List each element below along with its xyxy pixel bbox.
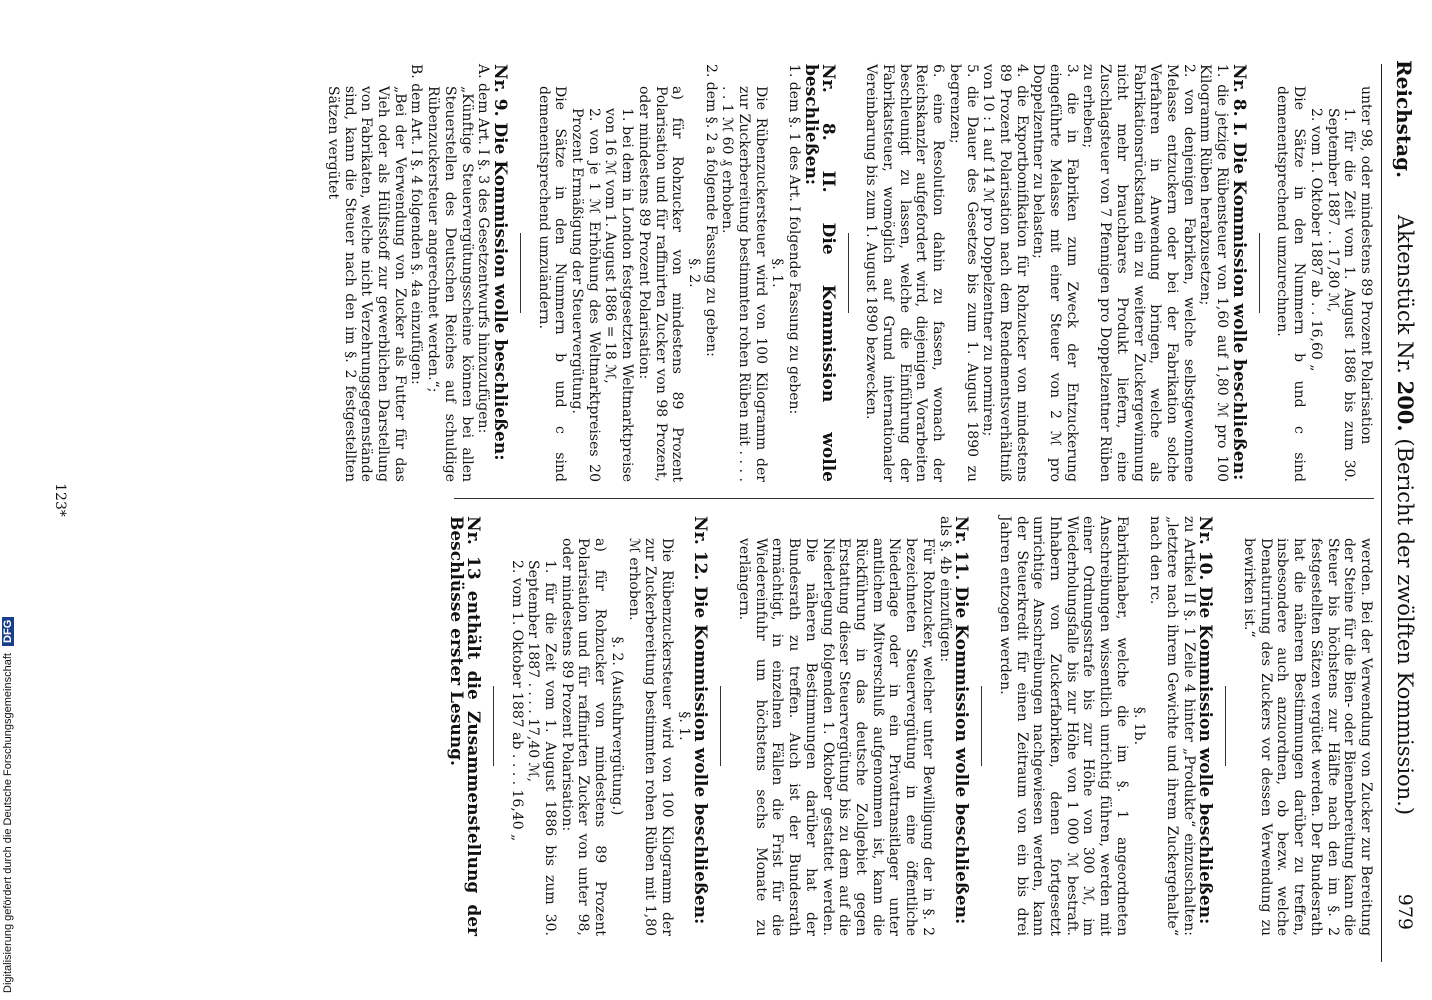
section-divider: [493, 686, 494, 766]
header-title-b: (Bericht der zwölften Kommission.): [1393, 438, 1417, 816]
nr8b-para1-title: §. 1.: [769, 258, 786, 288]
header-title: [1393, 60, 1418, 970]
nr8b-item2: 2. dem §. 2 a folgende Fassung zu geben:: [702, 64, 719, 357]
page-header: [1390, 60, 1420, 970]
nr8b-item1: 1. dem §. 1 des Art. I folgende Fassung zu geben:: [786, 64, 803, 415]
nr12-para1-text: Die Rübenzuckersteuer wird von 100 Kilogramm der zur Zuckerbereitung bestimmten rohen Rüben mit 1,80 ℳ erhoben.: [625, 538, 675, 936]
digitization-note-text: [2, 617, 14, 993]
nr9-item-b: B. dem Art. I §. 4 folgenden §. 4a einzufügen:: [408, 64, 425, 385]
nr12-para2-2: 2. vom 1. Oktober 1887 ab . . . . 16,40 „: [508, 560, 525, 842]
nr9-heading: Nr. 9. Die Kommission wolle beschließen:: [489, 64, 510, 461]
nr12-para1-title: §. 1.: [675, 711, 692, 741]
page-signature: 123*: [52, 483, 68, 517]
header-title-a: Aktenstück Nr.: [1393, 214, 1417, 374]
nr11-text: Für Rohzucker, welcher unter Bewilligung der in §. 2 bezeichneten Steuervergütung in eine öffentliche Niederlage oder in ein Privattransitlager unter amtlichem Mitverschluß aufgenommen ist, kann die Rückführung in das deutsche Zollgebiet gegen Erstattung dieser Steuervergütung bis zu dem auf die Niederlegung folgenden 1. Oktober gestattet werden. Die näheren Bestimmungen darüber hat der Bundesrath zu treffen. Auch ist der Bundesrath ermächtigt, in einzelnen Fällen die Frist für die Wiedereinfuhr um höchstens sechs Monate zu verlängern.: [736, 538, 936, 936]
section-divider: [1259, 233, 1260, 313]
nr8-item: 3. die in Fabriken zum Zweck der Entzuckerung eingeführte Melasse mit einer Steuer von 2 ℳ pro Doppelzentner zu belasten;: [1030, 64, 1080, 482]
section-divider: [720, 686, 721, 766]
section-divider: [848, 233, 849, 313]
dfg-logo: DFG: [2, 617, 14, 646]
nr8b-para2-title: §. 2.: [685, 258, 702, 288]
left-intro-line: unter 98, oder mindestens 89 Prozent Polarisation: [1358, 86, 1374, 445]
header-left: Reichstag.: [1392, 60, 1416, 179]
nr8-item: 2. von denjenigen Fabriken, welche selbstgewonnene Melasse entzuckern oder bei der Fabrikation solche Verfahren in Anwendung bringen, welche als Fabrikationsrückstand ein zu weiterer Zuckergewinnung nicht mehr brauchbares Produkt liefern, eine Zuschlagsteuer von 7 Pfennigen pro Doppelzentner Rüben zu erheben;: [1080, 64, 1197, 482]
nr12-para2-a: a) für Rohzucker von mindestens 89 Prozent Polarisation und für raffinirten Zucker von unter 98, oder mindestens 89 Prozent Polarisation:: [558, 538, 609, 936]
nr8-item: 4. die Exportbonifikation für Rohzucker von mindestens 89 Prozent Polarisation nach dem Rendementsverhältniß von 10 : 1 auf 14 ℳ pro Doppelzentner zu normiren;: [980, 64, 1030, 482]
section-divider: [1225, 686, 1226, 766]
nr8-item: 5. die Dauer des Gesetzes bis zum 1. August 1890 zu begrenzen;: [946, 64, 980, 482]
nr10-text2: Fabrikinhaber, welche die im §. 1 angeordneten Anschreibungen wissentlich unrichtig führen, werden mit einer Ordnungsstrafe bis zur Höhe von 300 ℳ, im Wiederholungsfalle bis zur Höhe von 1 000 ℳ bestraft. Inhabern von Zuckerfabriken, denen fortgesetzt unrichtige Anschreibungen nachgewiesen werden, kann der Steuerkredit für einen Zeitraum von ein bis drei Jahren entzogen werden.: [996, 516, 1130, 936]
nr13-text: Nr. 13 enthält die Zusammenstellung der Beschlüsse erster Lesung.: [446, 516, 483, 936]
nr8b-heading: Nr. 8. II. Die Kommission wolle beschließen:: [800, 64, 838, 482]
digitization-note: [2, 608, 16, 993]
nr8b-para2-1: 1. bei dem in London festgesetzten Weltmarktpreise von 16 ℳ vom 1. August 1886 = 18 ℳ,: [602, 108, 636, 482]
nr9-quote-a: „Künftige Steuervergütungsscheine können bei allen Steuerstellen des Deutschen Reiches auf schuldige Rübenzuckersteuer angerechnet werden.“;: [425, 86, 475, 482]
left-intro-note: Die Sätze in den Nummern b und c sind demenentsprechend umzurechnen.: [1274, 86, 1308, 482]
header-title-number: 200.: [1393, 380, 1418, 432]
nr11-heading: Nr. 11. Die Kommission wolle beschließen:: [951, 516, 972, 925]
nr12-para2-1: 1. für die Zeit vom 1. August 1886 bis zum 30. September 1887 . . . . 17,40 ℳ,: [525, 560, 559, 936]
nr8-heading: Nr. 8. I. Die Kommission wolle beschließen:: [1228, 64, 1249, 481]
header-rule: [1381, 64, 1382, 962]
nr8b-para2-end: Die Sätze in den Nummern b und c sind demenentsprechend umzuändern.: [535, 86, 569, 482]
nr9-quote-b: „Bei der Verwendung von Zucker als Futter für das Vieh oder als Hülfsstoff zur gewerblichen Darstellung von Fabrikaten, welche nicht Verzehrungsgegenstände sind, kann die Steuer nach den im §. 2 festgestellten Sätzen vergütet: [324, 86, 408, 482]
left-intro-item: 2. vom 1. Oktober 1887 ab . . 16,60 „: [1307, 108, 1324, 372]
nr10-text1: zu Artikel II §. 1 Zeile 4 hinter „Produkte“ einzuschalten: „letztere nach ihrem Gewichte und ihrem Zuckergehalte“ nach den rc.: [1147, 516, 1197, 936]
nr10-para-title: §. 1b.: [1130, 706, 1147, 746]
page-number: 979: [1394, 893, 1416, 930]
left-intro-item: 1. für die Zeit vom 1. August 1886 bis zum 30. September 1887 . . 17,80 ℳ,: [1324, 108, 1358, 482]
nr12-para2-title: §. 2. (Ausfuhrvergütung.): [608, 636, 625, 816]
nr8b-para2-a: a) für Rohzucker von mindestens 89 Prozent Polarisation und für raffinirten Zucker von 98 Prozent, oder mindestens 89 Prozent Polarisation:: [635, 86, 686, 482]
nr8b-para1-text: Die Rübenzuckersteuer wird von 100 Kilogramm der zur Zuckerbereitung bestimmten rohen Rüben mit . . . . . . 1 ℳ 60 ₰ erhoben.: [719, 86, 769, 482]
nr8-item: 1. die jetzige Rübensteuer von 1,60 auf 1,80 ℳ pro 100 Kilogramm Rüben herabzusetzen;: [1197, 64, 1231, 482]
left-column: [324, 64, 1374, 482]
right-column: [448, 516, 1374, 936]
nr8-item: 6. eine Resolution dahin zu fassen, wonach der Reichskanzler aufgefordert wird, diejenigen Vorarbeiten beschleunigt zu lassen, welche die Einführung der Fabrikatsteuer, womöglich auf Grund internationaler Vereinbarung bis zum 1. August 1890 bezwecken.: [863, 64, 947, 482]
nr8b-para2-2: 2. von je 1 ℳ Erhöhung des Weltmarktpreises 20 Prozent Ermäßigung der Steuervergütung.: [569, 108, 602, 482]
nr10-heading: Nr. 10. Die Kommission wolle beschließen:: [1195, 516, 1216, 925]
section-divider: [981, 686, 982, 766]
section-divider: [520, 233, 521, 313]
column-divider: [454, 498, 1374, 499]
nr12-heading: Nr. 12. Die Kommission wolle beschließen:: [690, 516, 711, 925]
digitization-note-label: Digitalisierung gefördert durch die Deutsche Forschungsgemeinschaft: [2, 653, 14, 993]
nr11-subheading: als §. 4b einzufügen:: [936, 516, 953, 663]
right-intro: werden. Bei der Verwendung von Zucker zur Bereitung der Steine für die Bien- oder Bienenbereitung kann die Steuer bis höchstens zur Hälfte nach den im §. 2 festgestellten Sätzen vergütet werden. Der Bundesrath hat die näheren Bestimmungen darüber zu treffen, insbesondere auch anzuordnen, ob bezw. welche Denaturirung des Zuckers vor dessen Verwendung zu bewirken ist.“: [1241, 538, 1374, 936]
nr9-item-a: A. dem Art. I §. 3 des Gesetzentwurfs hinzuzufügen:: [475, 64, 492, 434]
